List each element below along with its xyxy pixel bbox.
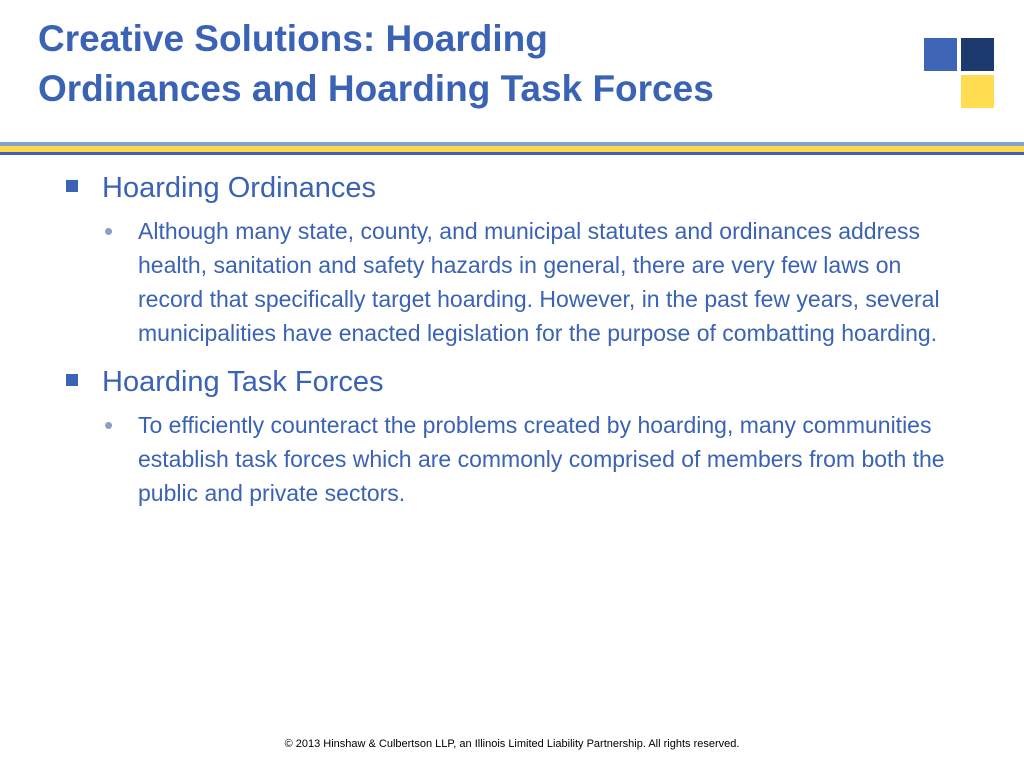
- bullet-heading: Hoarding Ordinances: [102, 172, 377, 204]
- logo-squares-icon: [924, 38, 996, 110]
- round-bullet-icon: •: [104, 216, 114, 246]
- copyright-footer: © 2013 Hinshaw & Culbertson LLP, an Illinois Limited Liability Partnership. All rights reserved.: [284, 738, 740, 750]
- header-rule-dark-blue: [0, 152, 1024, 155]
- round-bullet-icon: •: [104, 410, 114, 440]
- sub-bullet-task-forces-text: [62, 408, 972, 510]
- bullet-hoarding-ordinances: [62, 170, 972, 206]
- slide-title-line-2: Ordinances and Hoarding Task Forces: [38, 68, 714, 109]
- bullet-heading: Hoarding Task Forces: [102, 366, 384, 398]
- logo-square-light-blue: [924, 38, 957, 71]
- bullet-hoarding-task-forces: [62, 364, 972, 400]
- logo-square-yellow: [961, 75, 994, 108]
- logo-square-dark-blue: [961, 38, 994, 71]
- bullet-list: [62, 170, 972, 510]
- sub-bullet-text: To efficiently counteract the problems created by hoarding, many communities establish task forces which are commonly comprised of members from both the public and private sectors.: [138, 412, 945, 506]
- slide-title: [38, 14, 918, 114]
- slide-title-line-1: Creative Solutions: Hoarding: [38, 18, 548, 59]
- square-bullet-icon: [66, 374, 78, 386]
- square-bullet-icon: [66, 180, 78, 192]
- sub-bullet-ordinances-text: [62, 214, 972, 350]
- sub-bullet-text: Although many state, county, and municipal statutes and ordinances address health, sanitation and safety hazards in general, there are very few laws on record that specifically target hoarding. However, in the past few years, several municipalities have enacted legislation for the purpose of combatting hoarding.: [138, 218, 940, 346]
